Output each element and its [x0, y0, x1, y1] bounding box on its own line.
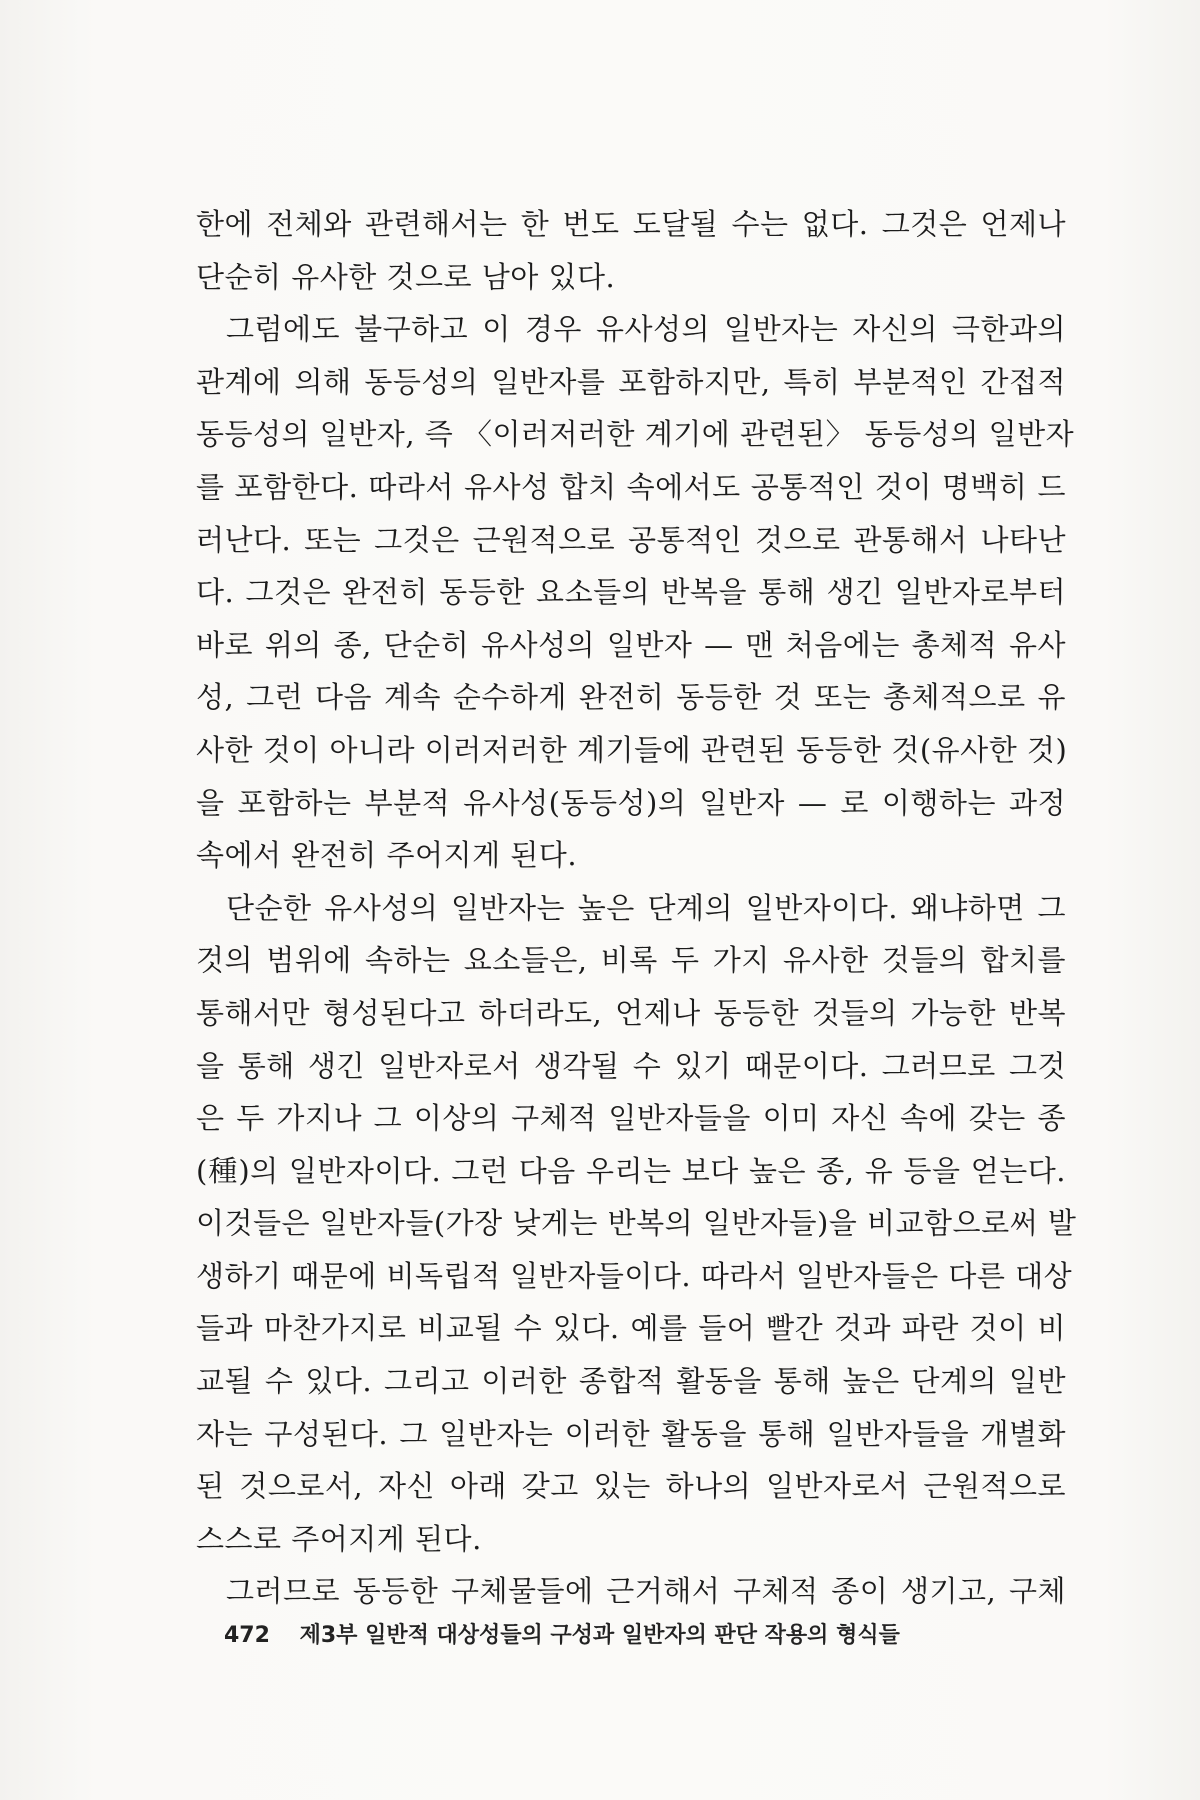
text-line: 다. 그것은 완전히 동등한 요소들의 반복을 통해 생긴 일반자로부터 [196, 575, 1066, 610]
text-line: 러난다. 또는 그것은 근원적으로 공통적인 것으로 관통해서 나타난 [196, 522, 1066, 557]
text-line: 동등성의 일반자, 즉 〈이러저러한 계기에 관련된〉 동등성의 일반자 [196, 417, 1075, 452]
text-line: 생하기 때문에 비독립적 일반자들이다. 따라서 일반자들은 다른 대상 [196, 1258, 1073, 1293]
text-line: 을 통해 생긴 일반자로서 생각될 수 있기 때문이다. 그러므로 그것 [196, 1048, 1066, 1083]
text-line: 단순한 유사성의 일반자는 높은 단계의 일반자이다. 왜냐하면 그 [226, 890, 1066, 925]
text-line: 교될 수 있다. 그리고 이러한 종합적 활동을 통해 높은 단계의 일반 [196, 1364, 1066, 1399]
page-number: 472 [224, 1623, 270, 1648]
text-line: 것의 범위에 속하는 요소들은, 비록 두 가지 유사한 것들의 합치를 [196, 943, 1066, 978]
text-line: 을 포함하는 부분적 유사성(동등성)의 일반자 — 로 이행하는 과정 [196, 785, 1066, 820]
body-text [196, 198, 1077, 1618]
text-line: 바로 위의 종, 단순히 유사성의 일반자 — 맨 처음에는 총체적 유사 [196, 627, 1066, 662]
text-line: 자는 구성된다. 그 일반자는 이러한 활동을 통해 일반자들을 개별화 [196, 1416, 1066, 1451]
text-line: 이것들은 일반자들(가장 낮게는 반복의 일반자들)을 비교함으로써 발 [196, 1206, 1077, 1241]
text-line: 사한 것이 아니라 이러저러한 계기들에 관련된 동등한 것(유사한 것) [196, 732, 1068, 767]
text-line: 단순히 유사한 것으로 남아 있다. [196, 259, 616, 294]
text-line: 된 것으로서, 자신 아래 갖고 있는 하나의 일반자로서 근원적으로 [196, 1469, 1066, 1504]
text-line: 그럼에도 불구하고 이 경우 유사성의 일반자는 자신의 극한과의 [226, 312, 1066, 347]
text-line: 를 포함한다. 따라서 유사성 합치 속에서도 공통적인 것이 명백히 드 [196, 469, 1066, 504]
text-line: 들과 마찬가지로 비교될 수 있다. 예를 들어 빨간 것과 파란 것이 비 [196, 1311, 1066, 1346]
text-line: 관계에 의해 동등성의 일반자를 포함하지만, 특히 부분적인 간접적 [196, 364, 1066, 399]
text-line: 그러므로 동등한 구체물들에 근거해서 구체적 종이 생기고, 구체 [226, 1574, 1066, 1609]
text-line: 통해서만 형성된다고 하더라도, 언제나 동등한 것들의 가능한 반복 [196, 995, 1066, 1030]
text-line: 스스로 주어지게 된다. [196, 1521, 482, 1556]
text-line: (種)의 일반자이다. 그런 다음 우리는 보다 높은 종, 유 등을 얻는다. [196, 1153, 1066, 1188]
page-footer [224, 1618, 1044, 1649]
text-line: 한에 전체와 관련해서는 한 번도 도달될 수는 없다. 그것은 언제나 [196, 207, 1066, 241]
text-line: 속에서 완전히 주어지게 된다. [196, 838, 578, 873]
text-line: 성, 그런 다음 계속 순수하게 완전히 동등한 것 또는 총체적으로 유 [196, 680, 1066, 715]
text-line: 은 두 가지나 그 이상의 구체적 일반자들을 이미 자신 속에 갖는 종 [196, 1101, 1066, 1136]
running-head: 제3부 일반적 대상성들의 구성과 일반자의 판단 작용의 형식들 [299, 1623, 900, 1648]
